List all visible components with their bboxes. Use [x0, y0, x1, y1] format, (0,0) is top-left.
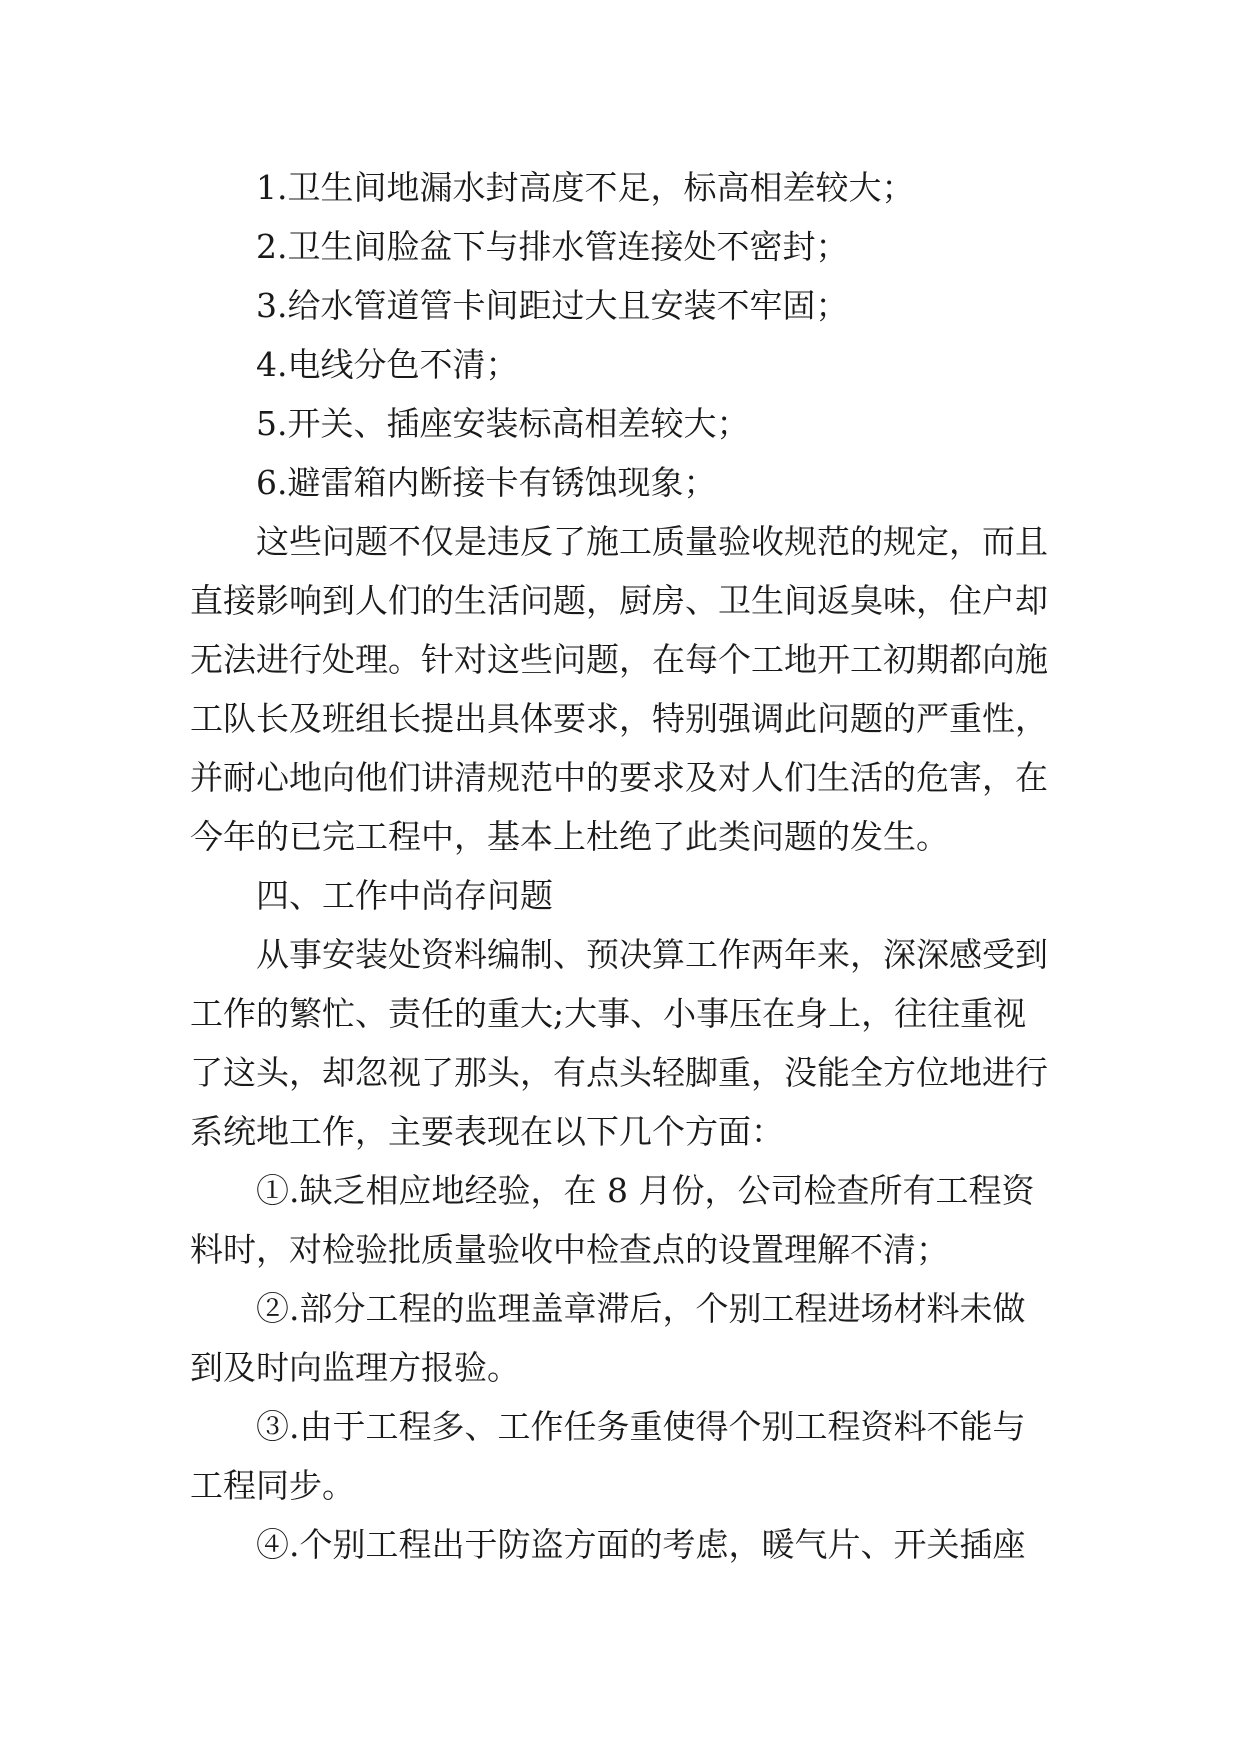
list-item: 3.给水管道管卡间距过大且安装不牢固；	[256, 286, 849, 325]
issue-item	[190, 1515, 1070, 1574]
paragraph-line: 无法进行处理。针对这些问题，在每个工地开工初期都向施	[190, 640, 1048, 679]
paragraph-line: 直接影响到人们的生活问题，厨房、卫生间返臭味，住户却	[190, 581, 1048, 620]
document-page	[190, 158, 1070, 1574]
list-item: 4.电线分色不清；	[256, 345, 519, 384]
list-item: 2.卫生间脸盆下与排水管连接处不密封；	[256, 227, 849, 266]
section-heading: 四、工作中尚存问题	[256, 876, 553, 915]
defect-list	[190, 158, 1070, 512]
issue-line: ③.由于工程多、工作任务重使得个别工程资料不能与	[256, 1407, 1026, 1446]
paragraph-line: 并耐心地向他们讲清规范中的要求及对人们生活的危害，在	[190, 758, 1048, 797]
issue-line: 工程同步。	[190, 1466, 355, 1505]
issue-item	[190, 1397, 1070, 1515]
paragraph-line: 了这头，却忽视了那头，有点头轻脚重，没能全方位地进行	[190, 1053, 1048, 1092]
paragraph-problem-impact	[190, 512, 1070, 866]
issue-line: ④.个别工程出于防盗方面的考虑，暖气片、开关插座	[256, 1525, 1026, 1564]
paragraph-line: 从事安装处资料编制、预决算工作两年来，深深感受到	[256, 935, 1048, 974]
list-item: 1.卫生间地漏水封高度不足，标高相差较大；	[256, 168, 915, 207]
list-item: 6.避雷箱内断接卡有锈蚀现象；	[256, 463, 717, 502]
paragraph-line: 系统地工作，主要表现在以下几个方面：	[190, 1112, 784, 1151]
issue-item	[190, 1279, 1070, 1397]
issue-line: 料时，对检验批质量验收中检查点的设置理解不清；	[190, 1230, 949, 1269]
issue-line: ②.部分工程的监理盖章滞后，个别工程进场材料未做	[256, 1289, 1026, 1328]
paragraph-line: 今年的已完工程中，基本上杜绝了此类问题的发生。	[190, 817, 949, 856]
issue-line: 到及时向监理方报验。	[190, 1348, 520, 1387]
paragraph-work-summary	[190, 925, 1070, 1161]
issue-line: ①.缺乏相应地经验，在 8 月份，公司检查所有工程资	[256, 1171, 1035, 1210]
paragraph-line: 工队长及班组长提出具体要求，特别强调此问题的严重性，	[190, 699, 1048, 738]
paragraph-line: 工作的繁忙、责任的重大;大事、小事压在身上，往往重视	[190, 994, 1027, 1033]
issue-item	[190, 1161, 1070, 1279]
paragraph-line: 这些问题不仅是违反了施工质量验收规范的规定，而且	[256, 522, 1048, 561]
list-item: 5.开关、插座安装标高相差较大；	[256, 404, 750, 443]
